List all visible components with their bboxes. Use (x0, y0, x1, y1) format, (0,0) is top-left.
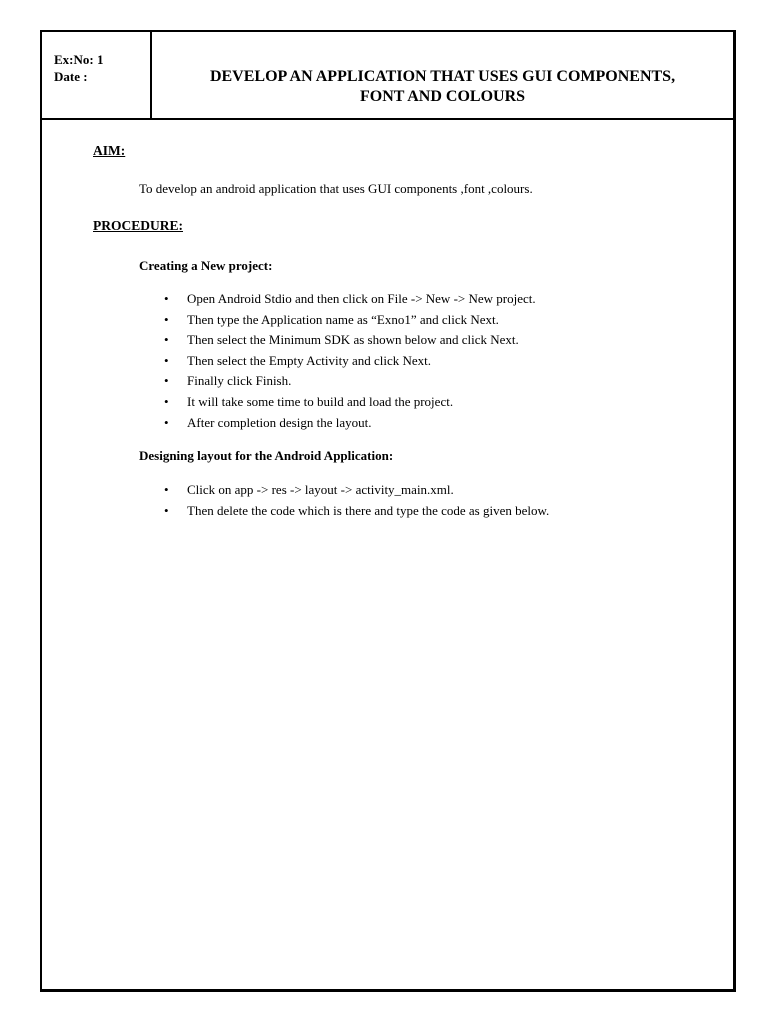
list-item: • Then type the Application name as “Exno1” and click Next. (139, 310, 536, 331)
bullet-icon: • (164, 414, 169, 430)
list-item: • Finally click Finish. (139, 371, 536, 392)
bullet-icon: • (164, 482, 169, 497)
bullet-icon: • (164, 393, 169, 409)
designing-layout-list (139, 480, 549, 521)
bullet-icon: • (164, 332, 169, 348)
designing-layout-heading: Designing layout for the Android Application: (139, 448, 394, 463)
list-item: • It will take some time to build and load the project. (139, 392, 536, 413)
aim-text: To develop an android application that uses GUI components ,font ,colours. (139, 181, 533, 196)
title-line-1: DEVELOP AN APPLICATION THAT USES GUI COMPONENTS, (209, 68, 676, 85)
page-frame (40, 30, 736, 992)
bullet-icon: • (164, 291, 169, 306)
document-title (152, 32, 733, 118)
exno-label: Ex:No: 1 (54, 52, 104, 67)
list-item: • Then select the Empty Activity and click Next. (139, 351, 536, 372)
creating-project-list (139, 289, 536, 433)
bullet-icon: • (164, 311, 169, 327)
bullet-icon: • (164, 502, 169, 518)
list-item: • After completion design the layout. (139, 413, 536, 434)
title-line-2: FONT AND COLOURS (359, 88, 526, 105)
list-item: • Open Android Stdio and then click on File -> New -> New project. (139, 289, 536, 310)
date-label: Date : (54, 69, 88, 84)
bullet-icon: • (164, 373, 169, 389)
list-item: • Then select the Minimum SDK as shown below and click Next. (139, 330, 536, 351)
list-item: • Click on app -> res -> layout -> activity_main.xml. (139, 480, 549, 501)
procedure-heading: PROCEDURE: (93, 218, 183, 233)
aim-heading: AIM: (93, 143, 126, 158)
list-item: • Then delete the code which is there and type the code as given below. (139, 501, 549, 522)
bullet-icon: • (164, 352, 169, 368)
creating-project-heading: Creating a New project: (139, 258, 273, 273)
header-info (42, 32, 152, 118)
header-box (42, 32, 733, 120)
